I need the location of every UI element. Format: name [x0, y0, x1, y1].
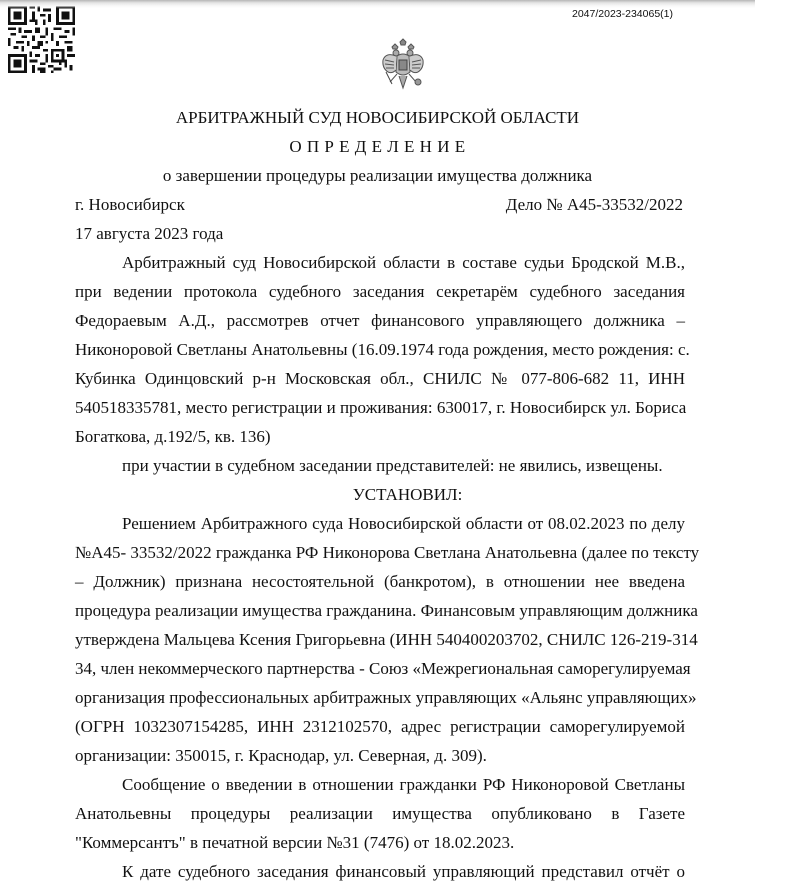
- coat-of-arms-icon: [380, 38, 426, 96]
- paragraph-line: утверждена Мальцева Ксения Григорьевна (ИНН 540400203702, СНИЛС 126-219-314: [75, 630, 698, 649]
- intro-line: Арбитражный суд Новосибирской области в составе судьи Бродской М.В.,: [122, 253, 685, 272]
- paragraph-line: организации: 350015, г. Краснодар, ул. Северная, д. 309).: [75, 746, 487, 765]
- paragraph-line: Сообщение о введении в отношении гражданки РФ Никоноровой Светланы: [122, 775, 685, 794]
- document-id: 2047/2023-234065(1): [572, 8, 674, 20]
- case-number: Дело № А45-33532/2022: [505, 195, 683, 214]
- paragraph-line: 34, член некоммерческого партнерства - Союз «Межрегиональная саморегулируемая: [75, 659, 691, 678]
- intro-line: при ведении протокола судебного заседания секретарём судебного заседания: [75, 282, 685, 301]
- paragraph-line: К дате судебного заседания финансовый управляющий представил отчёт о: [122, 862, 685, 881]
- page-top-edge: [0, 0, 755, 8]
- paragraph-line: организация профессиональных арбитражных управляющих «Альянс управляющих»: [75, 688, 697, 707]
- intro-line: Богаткова, д.192/5, кв. 136): [75, 427, 271, 446]
- intro-line: Никоноровой Светланы Анатольевны (16.09.1974 года рождения, место рождения: с.: [75, 340, 690, 359]
- paragraph-line: Анатольевны процедуры реализации имущества опубликовано в Газете: [75, 804, 685, 823]
- paragraph-line: Решением Арбитражного суда Новосибирской области от 08.02.2023 по делу: [122, 514, 685, 533]
- participation-line: при участии в судебном заседании представителей: не явились, извещены.: [122, 456, 663, 475]
- city: г. Новосибирск: [75, 195, 185, 214]
- qr-code-icon: [8, 6, 75, 73]
- decision-date: 17 августа 2023 года: [75, 224, 224, 243]
- paragraph-line: №А45- 33532/2022 гражданка РФ Никонорова Светлана Анатольевна (далее по тексту: [75, 543, 700, 562]
- paragraph-line: "Коммерсантъ" в печатной версии №31 (7476) от 18.02.2023.: [75, 833, 515, 852]
- document-type: О П Р Е Д Е Л Е Н И Е: [289, 137, 466, 156]
- paragraph-line: – Должник) признана несостоятельной (банкротом), в отношении нее введена: [75, 572, 685, 591]
- paragraph-line: (ОГРН 1032307154285, ИНН 2312102570, адрес регистрации саморегулируемой: [75, 717, 685, 736]
- intro-line: 540518335781, место регистрации и проживания: 630017, г. Новосибирск ул. Бориса: [75, 398, 687, 417]
- document-subject: о завершении процедуры реализации имущества должника: [162, 166, 593, 185]
- court-name: АРБИТРАЖНЫЙ СУД НОВОСИБИРСКОЙ ОБЛАСТИ: [175, 108, 580, 127]
- established-heading: УСТАНОВИЛ:: [352, 485, 463, 504]
- intro-line: Кубинка Одинцовский р-н Московская обл., СНИЛС № 077-806-682 11, ИНН: [75, 369, 685, 388]
- paragraph-line: процедура реализации имущества гражданина. Финансовым управляющим должника: [75, 601, 698, 620]
- intro-line: Федораевым А.Д., рассмотрев отчет финансового управляющего должника –: [75, 311, 685, 330]
